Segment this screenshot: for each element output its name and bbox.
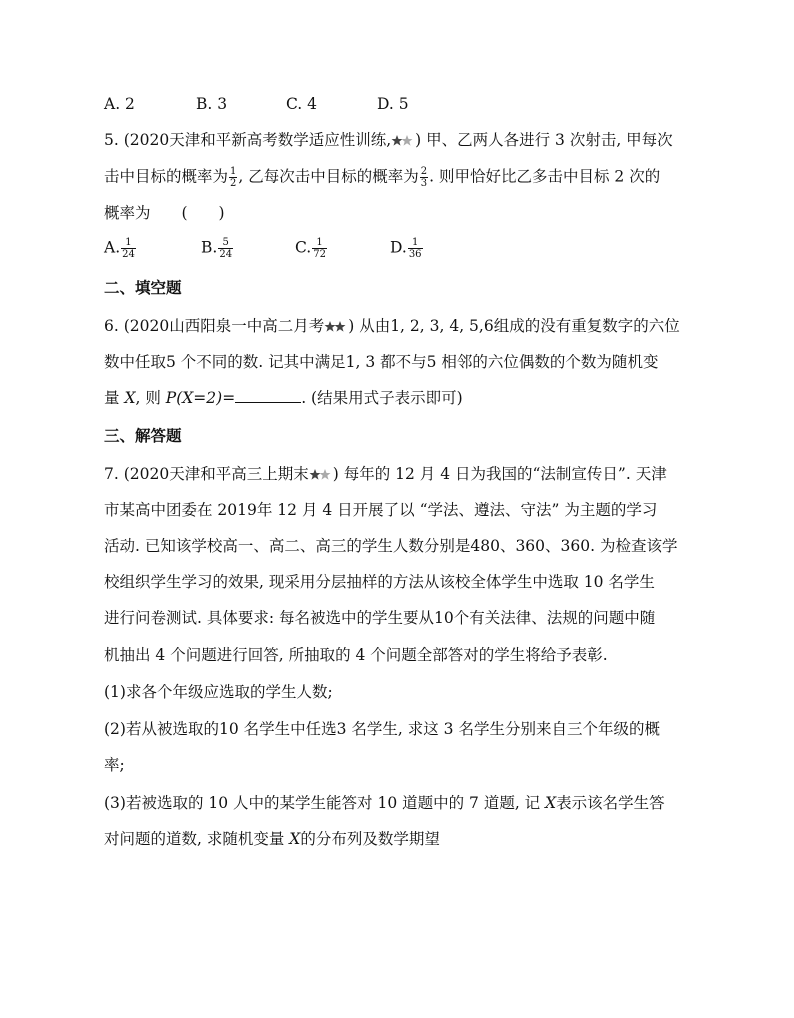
q5-option-a: A. $\frac{1}{24}$ bbox=[104, 237, 135, 260]
q5-line-3: 概率为 ( ) bbox=[104, 204, 225, 222]
difficulty-stars-icon bbox=[309, 468, 333, 482]
q7-text: 对问题的道数, 求随机变量 bbox=[104, 830, 290, 848]
q7-subquestion-3 bbox=[104, 793, 665, 813]
q5-text: 击中目标的概率为 bbox=[104, 167, 229, 186]
fraction: $\frac{5}{24}$ bbox=[219, 237, 233, 260]
q5-line-1 bbox=[104, 130, 673, 150]
q7-subquestion-3-cont bbox=[104, 829, 440, 849]
variable-x: X bbox=[289, 830, 301, 848]
fraction-one-half: $\frac{1}{2}$ bbox=[230, 166, 237, 189]
q4-option-c: C. 4 bbox=[286, 95, 318, 113]
q4-option-a: A. 2 bbox=[104, 95, 135, 113]
q7-line-6: 机抽出 4 个问题进行回答, 所抽取的 4 个问题全部答对的学生将给予表彰. bbox=[104, 646, 608, 664]
q5-text: . 则甲恰好比乙多击中目标 2 次的 bbox=[429, 167, 661, 186]
q4-option-b: B. 3 bbox=[196, 95, 228, 113]
fraction: $\frac{1}{72}$ bbox=[313, 237, 326, 260]
q6-text: , 则 bbox=[135, 389, 166, 407]
variable-x: X bbox=[124, 389, 136, 407]
q5-option-d: D. $\frac{1}{36}$ bbox=[390, 237, 422, 260]
q7-subquestion-1: (1)求各个年级应选取的学生人数; bbox=[104, 683, 333, 701]
fraction-two-thirds: $\frac{2}{3}$ bbox=[420, 166, 428, 189]
fraction: $\frac{1}{36}$ bbox=[408, 237, 422, 260]
q7-line-2: 市某高中团委在 2019年 12 月 4 日开展了以 “学法、遵法、守法” 为主题的学习 bbox=[104, 501, 658, 519]
difficulty-stars-icon bbox=[324, 320, 348, 334]
q7-line-5: 进行问卷测试. 具体要求: 每名被选中的学生要从10个有关法律、法规的问题中随 bbox=[104, 609, 656, 627]
q6-line-3 bbox=[104, 388, 463, 408]
q7-line-4: 校组织学生学习的效果, 现采用分层抽样的方法从该校全体学生中选取 10 名学生 bbox=[104, 573, 655, 591]
fraction: $\frac{1}{24}$ bbox=[122, 237, 135, 260]
variable-x: X bbox=[545, 794, 557, 812]
q7-stem-start: ) 每年的 12 月 4 日为我国的“法制宣传日”. 天津 bbox=[332, 465, 667, 483]
q5-line-2 bbox=[104, 166, 660, 189]
q7-source: 7. (2020天津和平高三上期末 bbox=[104, 465, 309, 483]
answer-blank[interactable] bbox=[235, 388, 301, 403]
q4-option-d: D. 5 bbox=[377, 95, 409, 113]
q5-option-b: B. $\frac{5}{24}$ bbox=[201, 237, 233, 260]
section-heading-fill-in: 二、填空题 bbox=[104, 279, 182, 297]
probability-expression: P(X=2) bbox=[165, 389, 223, 407]
q6-line-1 bbox=[104, 316, 680, 336]
q6-text: . (结果用式子表示即可) bbox=[301, 389, 463, 407]
q7-subquestion-2-cont: 率; bbox=[104, 756, 125, 774]
q5-option-c: C. $\frac{1}{72}$ bbox=[295, 237, 326, 260]
q7-text: 表示该名学生答 bbox=[556, 794, 665, 812]
q5-text: , 乙每次击中目标的概率为 bbox=[238, 167, 419, 186]
q6-source: 6. (2020山西阳泉一中高二月考 bbox=[104, 317, 325, 335]
q6-text: 量 bbox=[104, 389, 125, 407]
q6-line-2: 数中任取5 个不同的数. 记其中满足1, 3 都不与5 相邻的六位偶数的个数为随机变 bbox=[104, 353, 659, 371]
q6-text: = bbox=[222, 389, 236, 407]
difficulty-stars-icon bbox=[391, 134, 415, 148]
q7-line-3: 活动. 已知该学校高一、高二、高三的学生人数分别是480、360、360. 为检查该学 bbox=[104, 537, 678, 555]
q7-subquestion-2: (2)若从被选取的10 名学生中任选3 名学生, 求这 3 名学生分别来自三个年级的概 bbox=[104, 720, 660, 738]
section-heading-solve: 三、解答题 bbox=[104, 427, 182, 445]
q5-source: 5. (2020天津和平新高考数学适应性训练, bbox=[104, 131, 392, 149]
q5-stem-start: ) 甲、乙两人各进行 3 次射击, 甲每次 bbox=[415, 131, 673, 149]
q7-text: 的分布列及数学期望 bbox=[300, 830, 440, 848]
q7-line-1 bbox=[104, 464, 667, 484]
q7-text: (3)若被选取的 10 人中的某学生能答对 10 道题中的 7 道题, 记 bbox=[104, 794, 546, 812]
q6-stem-start: ) 从由1, 2, 3, 4, 5,6组成的没有重复数字的六位 bbox=[348, 317, 680, 335]
